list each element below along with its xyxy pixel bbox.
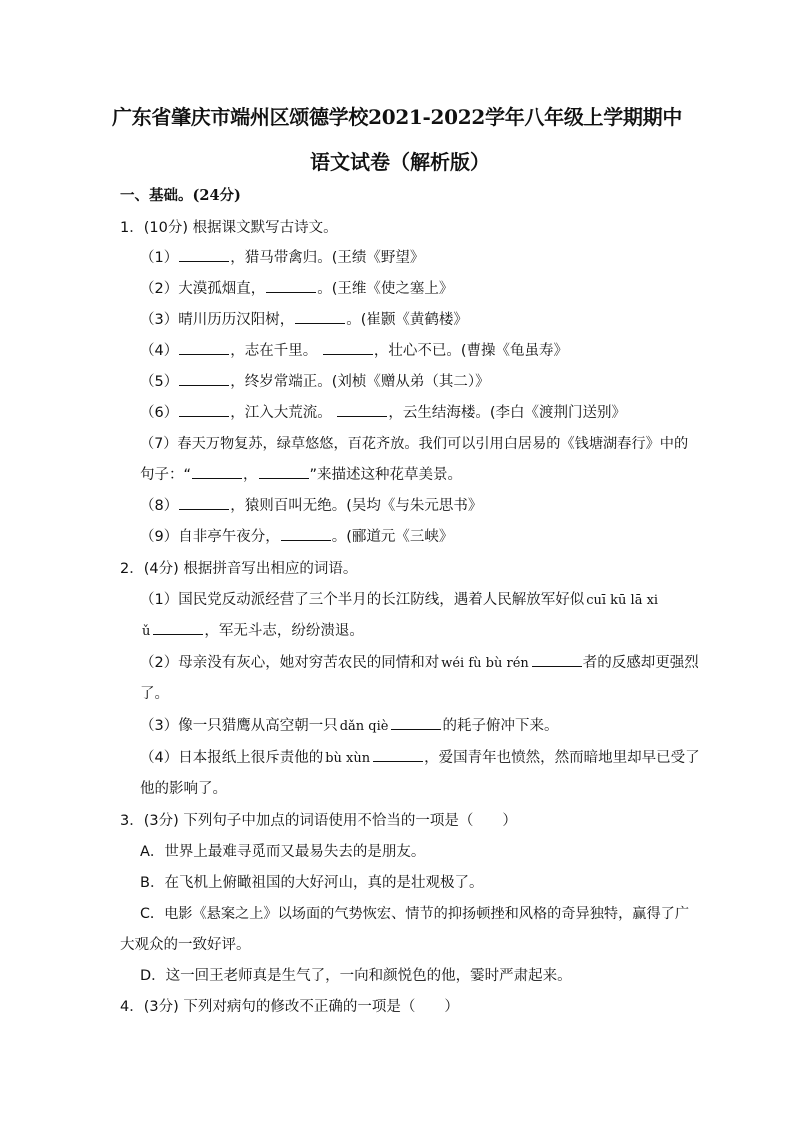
pinyin-text: ǔ	[142, 624, 151, 639]
answer-blank[interactable]	[281, 528, 331, 541]
exam-title-line1: 广东省肇庆市端州区颂德学校2021-2022学年八年级上学期期中	[111, 105, 683, 129]
answer-blank[interactable]	[259, 466, 309, 479]
q1-item-5: （5） ，终岁常端正。(刘桢《赠从弟（其二）》	[140, 374, 490, 390]
q3-option-c-line1[interactable]: C．电影《悬案之上》以场面的气势恢宏、情节的抑扬顿挫和风格的奇异独特，赢得了广	[140, 906, 690, 922]
q2-item-3: （3）像一只猎鹰从高空朝一只 dǎn qiè 的耗子俯冲下来。	[140, 718, 559, 734]
exam-title-line2: 语文试卷（解析版）	[310, 150, 490, 174]
answer-blank[interactable]	[532, 654, 582, 667]
q2-item-2-line1: （2）母亲没有灰心，她对穷苦农民的同情和对 wéi fù bù rén 者的反感却更强烈	[140, 655, 699, 671]
q2-item-4-line2: 他的影响了。	[140, 781, 227, 797]
answer-blank[interactable]	[295, 311, 345, 324]
answer-blank[interactable]	[179, 404, 229, 417]
q3-option-c-line2[interactable]: 大观众的一致好评。	[120, 937, 251, 953]
answer-blank[interactable]	[391, 717, 441, 730]
answer-blank[interactable]	[337, 404, 387, 417]
q1-item-8: （8） ，猿则百叫无绝。(吴均《与朱元思书》	[140, 498, 483, 514]
answer-blank[interactable]	[179, 497, 229, 510]
q1-item-7-line1: （7）春天万物复苏，绿草悠悠，百花齐放。我们可以引用白居易的《钱塘湖春行》中的	[140, 436, 689, 452]
answer-blank[interactable]	[192, 466, 242, 479]
q2-item-2-line2: 了。	[140, 686, 169, 702]
q1-item-7-line2: 句子：“ ， ”来描述这种花草美景。	[140, 467, 463, 483]
answer-blank[interactable]	[179, 373, 229, 386]
pinyin-text: wéi fù bù rén	[441, 656, 529, 671]
question-4-stem: 4．(3分) 下列对病句的修改不正确的一项是（ ）	[120, 999, 459, 1015]
q1-item-2: （2）大漠孤烟直， 。(王维《使之塞上》	[140, 281, 454, 297]
answer-blank[interactable]	[323, 342, 373, 355]
answer-blank[interactable]	[179, 249, 229, 262]
pinyin-text: dǎn qiè	[339, 719, 389, 734]
q2-item-4-line1: （4）日本报纸上很斥责他的 bù xùn ，爱国青年也愤然，然而暗地里却早已受了	[140, 750, 700, 766]
answer-blank[interactable]	[179, 342, 229, 355]
q3-option-d[interactable]: D．这一回王老师真是生气了，一向和颜悦色的他，霎时严肃起来。	[140, 968, 572, 984]
q3-option-a[interactable]: A．世界上最难寻觅而又最易失去的是朋友。	[140, 844, 426, 860]
q1-item-3: （3）晴川历历汉阳树， 。(崔颢《黄鹤楼》	[140, 312, 468, 328]
answer-blank[interactable]	[153, 622, 203, 635]
q3-option-b[interactable]: B．在飞机上俯瞰祖国的大好河山，真的是壮观极了。	[140, 875, 484, 891]
q1-item-4: （4） ，志在千里。 ，壮心不已。(曹操《龟虽寿》	[140, 343, 568, 359]
question-1-stem: 1．(10分) 根据课文默写古诗文。	[120, 220, 338, 236]
q2-item-1-line1: （1）国民党反动派经营了三个半月的长江防线，遇着人民解放军好似 cuī kū lā xi	[140, 592, 659, 608]
q1-item-9: （9）自非亭午夜分， 。(郦道元《三峡》	[140, 529, 454, 545]
question-2-stem: 2．(4分) 根据拼音写出相应的词语。	[120, 561, 358, 577]
pinyin-text: cuī kū lā xi	[586, 593, 659, 608]
q1-item-6: （6） ，江入大荒流。 ，云生结海楼。(李白《渡荆门送别》	[140, 405, 626, 421]
answer-blank[interactable]	[266, 280, 316, 293]
pinyin-text: bù xùn	[325, 751, 371, 766]
section-heading: 一、基础。(24分)	[120, 187, 241, 204]
q1-item-1: （1） ，猎马带禽归。(王绩《野望》	[140, 250, 425, 266]
answer-blank[interactable]	[373, 749, 423, 762]
q2-item-1-line2: ǔ ，军无斗志，纷纷溃退。	[142, 623, 364, 639]
question-3-stem: 3．(3分) 下列句子中加点的词语使用不恰当的一项是（ ）	[120, 813, 517, 829]
